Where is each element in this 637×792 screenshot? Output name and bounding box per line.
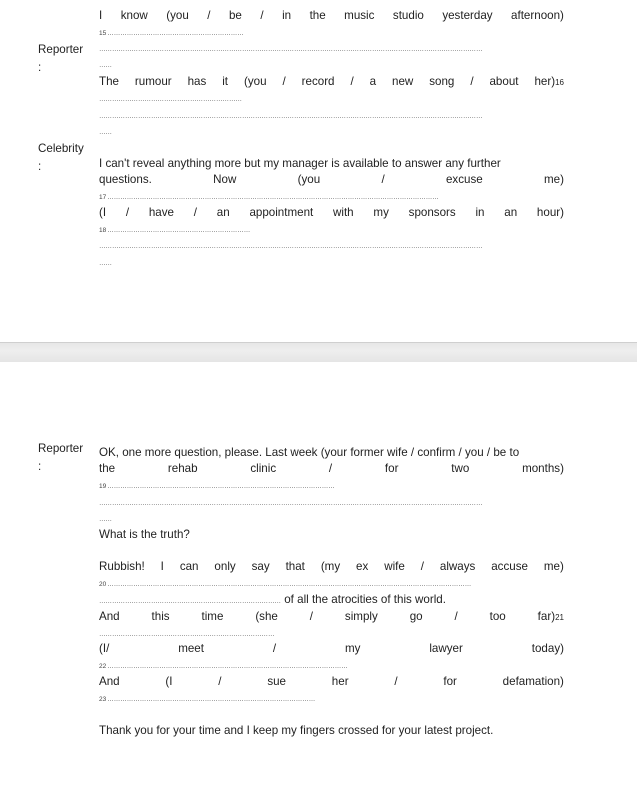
word: sue	[267, 675, 287, 688]
answer-line-23[interactable]: 23……………………………………………………………………………………	[99, 696, 316, 703]
word: her	[331, 675, 349, 688]
word: far)21	[537, 610, 564, 623]
answer-line-19b[interactable]: ……………………………………………………………………………………………………………………………………………………………	[99, 500, 483, 507]
word: /	[207, 9, 211, 22]
word: too	[489, 610, 506, 623]
word: simply	[344, 610, 378, 623]
word: time	[201, 610, 224, 623]
word: the	[99, 462, 116, 475]
word: know	[120, 9, 148, 22]
word: (I/	[99, 642, 110, 655]
word: months)	[522, 462, 564, 475]
rumour-words	[99, 75, 564, 88]
word: my	[345, 642, 361, 655]
word: defamation)	[502, 675, 564, 688]
word: meet	[178, 642, 204, 655]
word: /	[328, 462, 333, 475]
word: (I	[165, 675, 173, 688]
word: (my	[320, 560, 341, 573]
word: the	[309, 9, 326, 22]
speaker-reporter-2: Reporter :	[38, 442, 84, 473]
word: clinic	[250, 462, 277, 475]
word: rehab	[167, 462, 198, 475]
reporter-question-19	[99, 462, 564, 475]
answer-line-16c[interactable]: ……	[99, 129, 112, 136]
word: afternoon)	[511, 9, 564, 22]
word: /	[272, 642, 277, 655]
word: /	[394, 675, 398, 688]
answer-line-17[interactable]: 17………………………………………………………………………………………………………………………………………	[99, 194, 439, 201]
word: (you	[297, 173, 321, 186]
word: have	[148, 206, 174, 219]
word: (she	[255, 610, 278, 623]
word: /	[260, 9, 264, 22]
word: today)	[531, 642, 564, 655]
word: me)	[544, 173, 564, 186]
answer-line-15b[interactable]: ……………………………………………………………………………………………………………………………………………………………	[99, 46, 483, 53]
answer-line-15[interactable]: 15………………………………………………………	[99, 30, 244, 37]
word: Rubbish!	[99, 560, 145, 573]
word: /	[282, 75, 286, 88]
word: an	[504, 206, 518, 219]
celebrity-line-1: I can't reveal anything more but my manager is available to answer any further	[99, 157, 501, 170]
word: go	[409, 610, 423, 623]
word: yesterday	[442, 9, 493, 22]
celebrity-question-22	[99, 642, 564, 655]
word: record	[301, 75, 335, 88]
celebrity-question-21	[99, 610, 564, 623]
speaker-reporter: Reporter :	[38, 43, 84, 74]
word: /	[420, 560, 424, 573]
word: that	[285, 560, 305, 573]
word: be	[228, 9, 242, 22]
answer-line-19c[interactable]: ……	[99, 516, 112, 523]
word: about	[489, 75, 519, 88]
word: /	[381, 173, 385, 186]
word: an	[216, 206, 230, 219]
speaker-celebrity: Celebrity :	[38, 142, 84, 173]
answer-line-20b[interactable]: …………………………………………………………………………	[99, 598, 281, 605]
word: /	[218, 675, 222, 688]
word: studio	[392, 9, 424, 22]
word: The	[99, 75, 119, 88]
word: (you	[166, 9, 189, 22]
question-number: 21	[555, 613, 564, 622]
answer-line-22[interactable]: 22…………………………………………………………………………………………………	[99, 663, 348, 670]
word: ex	[356, 560, 369, 573]
word: I	[99, 9, 103, 22]
word: has	[187, 75, 207, 88]
word: in	[475, 206, 485, 219]
answer-line-16[interactable]: …………………………………………………………	[99, 96, 242, 103]
word: accuse	[491, 560, 528, 573]
word: for	[384, 462, 399, 475]
word: Now	[213, 173, 237, 186]
word: always	[439, 560, 476, 573]
word: hour)	[536, 206, 564, 219]
word: /	[454, 610, 458, 623]
word: song	[429, 75, 455, 88]
word: /	[125, 206, 130, 219]
word: appointment	[249, 206, 314, 219]
word: her)16	[534, 75, 564, 88]
answer-line-18[interactable]: 18…………………………………………………………	[99, 227, 251, 234]
word: my	[373, 206, 389, 219]
word: (I	[99, 206, 107, 219]
word: new	[392, 75, 414, 88]
word: lawyer	[429, 642, 463, 655]
atrocities-line: ………………………………………………………………………… of all the atrocities of this world.	[99, 593, 446, 606]
word: this	[151, 610, 170, 623]
celebrity-question-23	[99, 675, 564, 688]
word: And	[99, 610, 120, 623]
word: excuse	[445, 173, 483, 186]
word: only	[214, 560, 236, 573]
word: in	[282, 9, 292, 22]
word: a	[369, 75, 377, 88]
word: sponsors	[408, 206, 456, 219]
word: for	[443, 675, 457, 688]
word: I	[160, 560, 164, 573]
closing-line: Thank you for your time and I keep my fingers crossed for your latest project.	[99, 724, 494, 737]
celebrity-question-17	[99, 173, 564, 186]
word: /	[350, 75, 354, 88]
word: rumour	[134, 75, 172, 88]
answer-line-18b[interactable]: ……………………………………………………………………………………………………………………………………………………………	[99, 243, 483, 250]
answer-line-19[interactable]: 19……………………………………………………………………………………………	[99, 483, 335, 490]
reporter-line-1: OK, one more question, please. Last week (your former wife / confirm / you / be to	[99, 446, 520, 459]
reporter-question-16	[99, 75, 564, 88]
word: two	[451, 462, 470, 475]
celebrity-question-20	[99, 560, 564, 573]
celebrity-question-18	[99, 206, 564, 219]
reporter-question-15	[99, 9, 564, 22]
page-1	[0, 0, 637, 342]
word: can	[179, 560, 199, 573]
word: /	[309, 610, 314, 623]
word: music	[344, 9, 375, 22]
word: /	[193, 206, 197, 219]
word: (you	[243, 75, 267, 88]
word: with	[333, 206, 354, 219]
question-number: 16	[555, 78, 564, 87]
answer-line-20[interactable]: 20……………………………………………………………………………………………………………………………………………………	[99, 581, 472, 588]
word: me)	[543, 560, 564, 573]
word: it	[222, 75, 229, 88]
answer-line-21[interactable]: ………………………………………………………………………	[99, 631, 275, 638]
answer-line-16b[interactable]: ……………………………………………………………………………………………………………………………………………………………	[99, 113, 483, 120]
answer-line-15c[interactable]: ……	[99, 62, 112, 69]
word: /	[470, 75, 474, 88]
page-2	[0, 362, 637, 792]
word: questions.	[99, 173, 152, 186]
word: wife	[384, 560, 405, 573]
word: say	[251, 560, 270, 573]
word: And	[99, 675, 120, 688]
page-break	[0, 342, 637, 364]
truth-question: What is the truth?	[99, 528, 190, 541]
answer-line-18c[interactable]: ……	[99, 260, 112, 267]
